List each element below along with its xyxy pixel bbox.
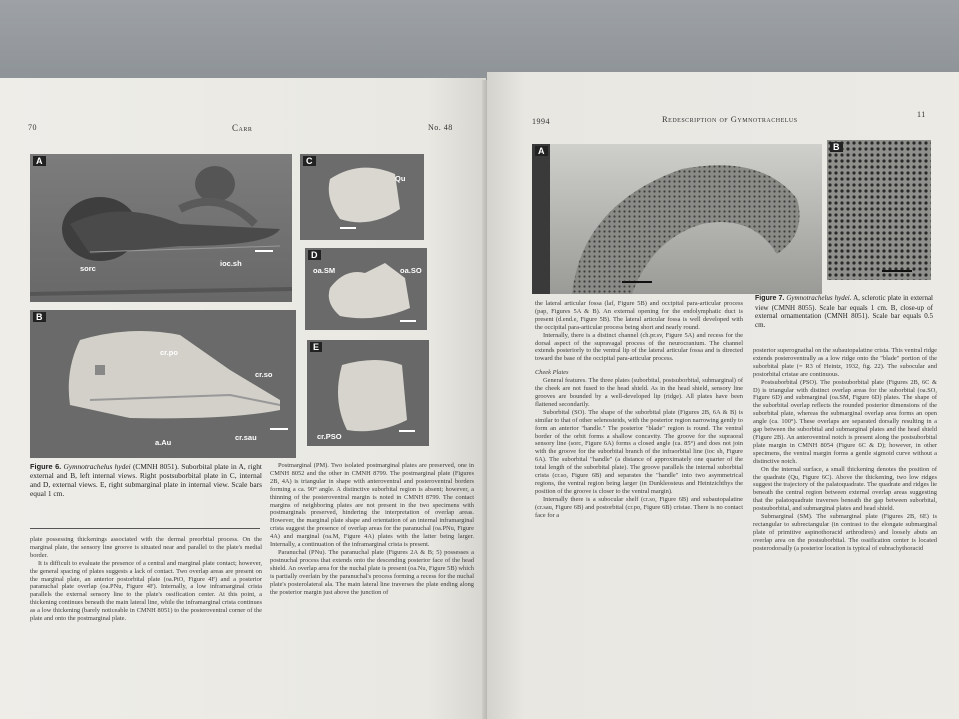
paragraph: the lateral articular fossa (laf, Figure 5B) and occipital para-articular process (pap, Figures 5A & B). An external opening for the endolymphatic duct is present (d.end.e, Figure 5B). The lateral articular fossa is well developed with the occipital para-articular process being short and nearly round.	[535, 300, 743, 331]
right-column-2	[753, 347, 937, 553]
paragraph: It is difficult to evaluate the presence of a central and marginal plate contact; however, the general spacing of plates suggests a lack of contact. Two overlap areas are present on the marginal plate, an anterior postorbital plate (oa.PtO, Figure 4F) and a posterior paranuchal plate overlap (oa.PNu, Figure 4F). Internally, a low inframarginal crista parallels the external sensory line to the plate's ossification center. At this point, a thickening continues beneath the main lateral line, while the inframarginal crista continues as a low thickening (barely noticeable in CMNH 8051) to the posteroventral corner of the plate and onto the postmarginal plate.	[30, 559, 262, 623]
section-heading: Cheek Plates	[535, 369, 569, 377]
figure-6b-photo	[30, 310, 296, 458]
label-cr-so: cr.so	[255, 370, 273, 379]
ornamentation-closeup-drawing	[827, 140, 931, 280]
paragraph: posterior superognathal on the subautopalatine crista. This ventral ridge extends posteroventrally as a low ridge onto the "blade" portion of the suborbital plate (= R3 of Heintz, 1932, fig. 22). The subocular and postorbital cristae are continuous.	[753, 347, 937, 378]
left-running-head: Carr	[232, 123, 253, 133]
paragraph: Paranuchal (PNu). The paranuchal plate (Figures 2A & B; 5) possesses a postnuchal process that extends onto the descending posterior face of the head shield. An overlap area for the nuchal plate is present (oa.Nu, Figure 5B) which is partially overlain by the paranuchal's process forming a recess for the nuchal plate's posterolateral ala. The main lateral line traverses the plate ending along the posterior margin just above the junction of	[270, 548, 474, 596]
figure-7-caption	[755, 294, 933, 329]
left-column-1	[30, 536, 262, 623]
label-cr-sau: cr.sau	[235, 433, 257, 442]
caption-text: A, sclerotic plate in external view (CMNH 8055). Scale bar equals 1 cm. B, close-up of external ornamentation (CMNH 8051). Scale bar equals 0.5 cm.	[755, 294, 934, 329]
figure-letter-a: A	[535, 146, 548, 156]
paragraph: plate possessing thickenings associated with the dermal preorbital process. On the marginal plate, the sensory line groove is situated near and parallel to the plate's medial border.	[30, 536, 262, 559]
label-a-au: a.Au	[155, 438, 172, 447]
paragraph: Postsuborbital (PSO). The postsuborbital plate (Figures 2B, 6C & D) is triangular with distinct overlap areas for the suborbital (oa.SO, Figure 6D) and submarginal (oa.SM, Figure 6D) plates. The shape of the suborbital overlap reflects the rounded posterior dimensions of the suborbital plate, whereas the submarginal overlap area forms an open angle (ca. 100°). These overlaps are separated dorsally resulting in a gap between the suborbital and submarginal plates and the head shield (Figure 2B). An anteroventral notch is present along the postsuborbital plate margin in CMNH 8054 (Figure 6C & D); however, in other specimens, the ventral margin forms a gentle sigmoid curve without a distinctive notch.	[753, 378, 937, 465]
paragraph: General features. The three plates (suborbital, postsuborbital, submarginal) of the cheek are not fused to the head shield. As in the head shield, sensory line grooves are bounded by a well-developed lip (ridge). All plates have been flattened secondarily.	[535, 377, 743, 408]
figure-letter-d: D	[308, 250, 321, 260]
left-page	[0, 78, 486, 719]
right-page	[487, 72, 959, 719]
postsuborbital-external-drawing	[305, 248, 427, 330]
right-running-head: Redescription of Gymnotrachelus	[662, 114, 798, 124]
scale-bar	[255, 250, 273, 252]
caption-text: (CMNH 8051). Suborbital plate in A, right external and B, left internal views. Right postsuborbital plate in C, internal and D, external views. E, right submarginal plate in internal view. Scale bars equal 1 cm.	[30, 462, 262, 498]
figure-6e-photo	[307, 340, 429, 446]
caption-lead: Figure 7.	[755, 295, 785, 302]
right-column-1	[535, 300, 743, 519]
suborbital-plate-drawing	[30, 154, 292, 302]
figure-letter-b: B	[830, 142, 843, 152]
caption-species: Gymnotrachelus hydei.	[786, 294, 852, 302]
label-ioc-sh: ioc.sh	[220, 259, 242, 268]
scale-bar	[270, 428, 288, 430]
right-page-number: 11	[917, 110, 926, 119]
caption-lead: Figure 6.	[30, 462, 62, 471]
caption-species: Gymnotrachelus hydei	[63, 462, 131, 471]
label-qu: Qu	[395, 174, 406, 183]
figure-letter-b: B	[33, 312, 46, 322]
label-sorc: sorc	[80, 264, 96, 273]
scale-bar	[399, 430, 415, 432]
label-oa-sm: oa.SM	[313, 266, 336, 275]
paragraph: Internally, there is a distinct channel (ch.pr.sv, Figure 5A) and recess for the dorsal aspect of the supravagal process of the neurocranium. The channel extends posteriorly to the ventral lip of the lateral articular fossa and is directed toward the base of the occipital para-articular process.	[535, 331, 743, 363]
paragraph: Submarginal (SM). The submarginal plate (Figures 2B, 6E) is rectangular to subrectangular (in contrast to the elongate submarginal plate of primitive aspinothoracid arthrodires) and loosely abuts an overlap area on the postsuborbital. The ossification center is located posterodorsally (a posterior location is typical of eubrachythoracid	[753, 513, 937, 552]
paragraph: Suborbital (SO). The shape of the suborbital plate (Figures 2B, 6A & B) is similar to that of other selenosteids, with the posterior region narrowing gently to form an anterior "handle." The posterior "blade" region is round. The ventral border of the orbit forms a shallow concavity. The groove for the supraoral sensory line (sorc, Figure 6A) forms a closed angle (ca. 85°) and does not join with the groove for the suborbital branch of the infraorbital line (ioc sh, Figure 6A). The suborbital "handle" (a distance of approximately one quarter of the total length of the suborbital plate). The groove parallels the internal suborbital crista (cr.so, Figure 6B) and separates the "handle" into two asymmetrical regions, the ventral region being larger (in Dunkleosteus and Heintzichthys the position of the groove is closer to the ventral margin).	[535, 408, 743, 495]
postsuborbital-internal-drawing	[300, 154, 424, 240]
paragraph: Internally there is a subocular shelf (cr.so, Figure 6B) and subautopalatine (cr.sau, Figure 6B) and postorbital (cr.po, Figure 6B) cristae. There is no contact face for a	[535, 495, 743, 519]
figure-6-caption	[30, 462, 262, 498]
label-cr-pso: cr.PSO	[317, 432, 342, 441]
left-page-number: 70	[28, 123, 37, 132]
series-number: No. 48	[428, 123, 453, 132]
scale-bar	[400, 320, 416, 322]
paragraph: Postmarginal (PM). Two isolated postmarginal plates are preserved, one in CMNH 8052 and the other in CMNH 8799. The postmarginal plate (Figures 2B, 4A) is triangular in shape with anteroventral and posteroventral borders forming a ca. 90° angle. A distinctive suborbital region is absent; however, a thinning of the posteroventral margin is noted in CMNH 8799. The contact margins of neighboring plates are not present in the two specimens with postmarginals preserved, hindering the interpretation of overlap areas. However, the marginal plate shape and orientation of an internal inframarginal crista suggest the presence of overlap areas for the paranuchal (oa.PNu, Figure 4A) and marginal (oa.M, Figure 4A) plates with the latter being larger. Internally, a continuation of the inframarginal crista is present.	[270, 462, 474, 549]
scale-bar	[882, 270, 912, 272]
label-oa-so: oa.SO	[400, 266, 422, 275]
caption-rule	[30, 528, 260, 529]
figure-6d-photo	[305, 248, 427, 330]
figure-7a-photo	[532, 144, 822, 294]
figure-7b-photo	[827, 140, 931, 280]
sclerotic-plate-drawing	[532, 144, 822, 294]
figure-6a-photo	[30, 154, 292, 302]
scale-bar	[622, 281, 652, 283]
figure-6c-photo	[300, 154, 424, 240]
figure-letter-c: C	[303, 156, 316, 166]
figure-letter-a: A	[33, 156, 46, 166]
paragraph: On the internal surface, a small thickening denotes the position of the quadrate (Qu, Figure 6C). Above the thickening, two low ridges suggest the trajectory of the palatoquadrate. The quadrate and ridges lie beneath the central region between external overlap areas suggesting that the palatoquadrate traverses beneath the gap between suborbital, postsuborbital, and submarginal plates and head shield.	[753, 465, 937, 513]
label-cr-po: cr.po	[160, 348, 178, 357]
left-column-2	[270, 462, 474, 596]
figure-letter-e: E	[310, 342, 322, 352]
year: 1994	[532, 117, 550, 126]
scale-bar	[340, 227, 356, 229]
